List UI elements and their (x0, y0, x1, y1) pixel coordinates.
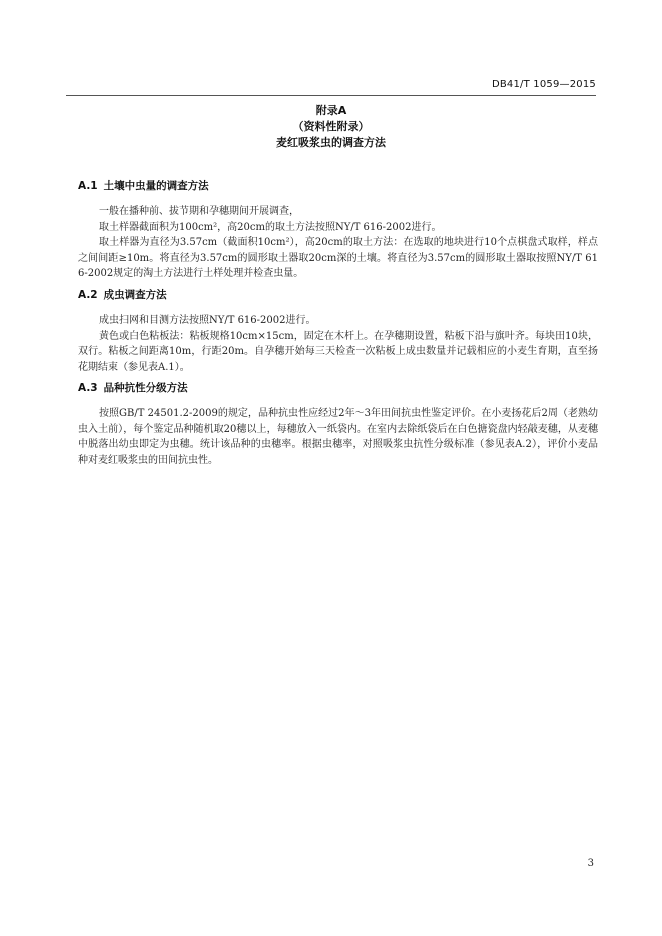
paragraph: 黄色或白色粘板法：粘板规格10cm×15cm，固定在木杆上。在孕穗期设置，粘板下沿与旗叶齐。每块田10块，双行。粘板之间距离10m，行距20m。自孕穗开始每三天检查一次粘板上成虫数量并记载相应的小麦生育期，直至扬花期结束（参见表A.1）。 (78, 330, 598, 373)
paragraph: 按照GB/T 24501.2-2009的规定，品种抗虫性应经过2年～3年田间抗虫性鉴定评价。在小麦扬花后2周（老熟幼虫入土前），每个鉴定品种随机取20穗以上，每穗放入一纸袋内。在室内去除纸袋后在白色搪瓷盘内轻敲麦穗，从麦穗中脱落出幼虫即定为虫穗。统计该品种的虫穗率。根据虫穗率，对照吸浆虫抗性分级标准（参见表A.2），评价小麦品种对麦红吸浆虫的田间抗虫性。 (78, 408, 598, 466)
section-body (78, 313, 598, 375)
section-body (78, 204, 598, 282)
section-heading (78, 179, 598, 193)
paragraph: 取土样器截面积为100cm²，高20cm的取土方法按照NY/T 616-2002进行。 (99, 221, 442, 233)
annex-nature: （资料性附录） (292, 120, 370, 133)
paragraph: 取土样器为直径为3.57cm（截面积10cm²），高20cm的取土方法：在选取的地块进行10个点棋盘式取样，样点之间间距≥10m。将直径为3.57cm的圆形取土器取20cm深的土壤。将直径为3.57cm的圆形取土器取按照NY/T 616-2002规定的淘土方法进行土样处理并检查虫量。 (78, 237, 598, 280)
paragraph: 一般在播种前、拔节期和孕穗期间开展调查， (99, 206, 299, 217)
section-title: 品种抗性分级方法 (103, 382, 188, 394)
section-number: A.1 (78, 180, 98, 192)
section-heading (78, 381, 598, 395)
page-number: 3 (587, 858, 594, 869)
section-heading (78, 288, 598, 302)
section-number: A.3 (78, 382, 98, 394)
annex-label: 附录A (315, 104, 347, 117)
section-a3 (78, 381, 598, 468)
annex-title-block (0, 103, 662, 151)
section-title: 土壤中虫量的调查方法 (103, 180, 209, 192)
standard-code: DB41/T 1059—2015 (491, 79, 596, 90)
header-divider (66, 95, 596, 96)
paragraph: 成虫扫网和目测方法按照NY/T 616-2002进行。 (99, 315, 316, 326)
section-title: 成虫调查方法 (103, 289, 167, 301)
section-a1 (78, 179, 598, 282)
annex-main-title: 麦红吸浆虫的调查方法 (276, 136, 386, 149)
section-number: A.2 (78, 289, 98, 301)
section-a2 (78, 288, 598, 375)
section-body (78, 406, 598, 468)
